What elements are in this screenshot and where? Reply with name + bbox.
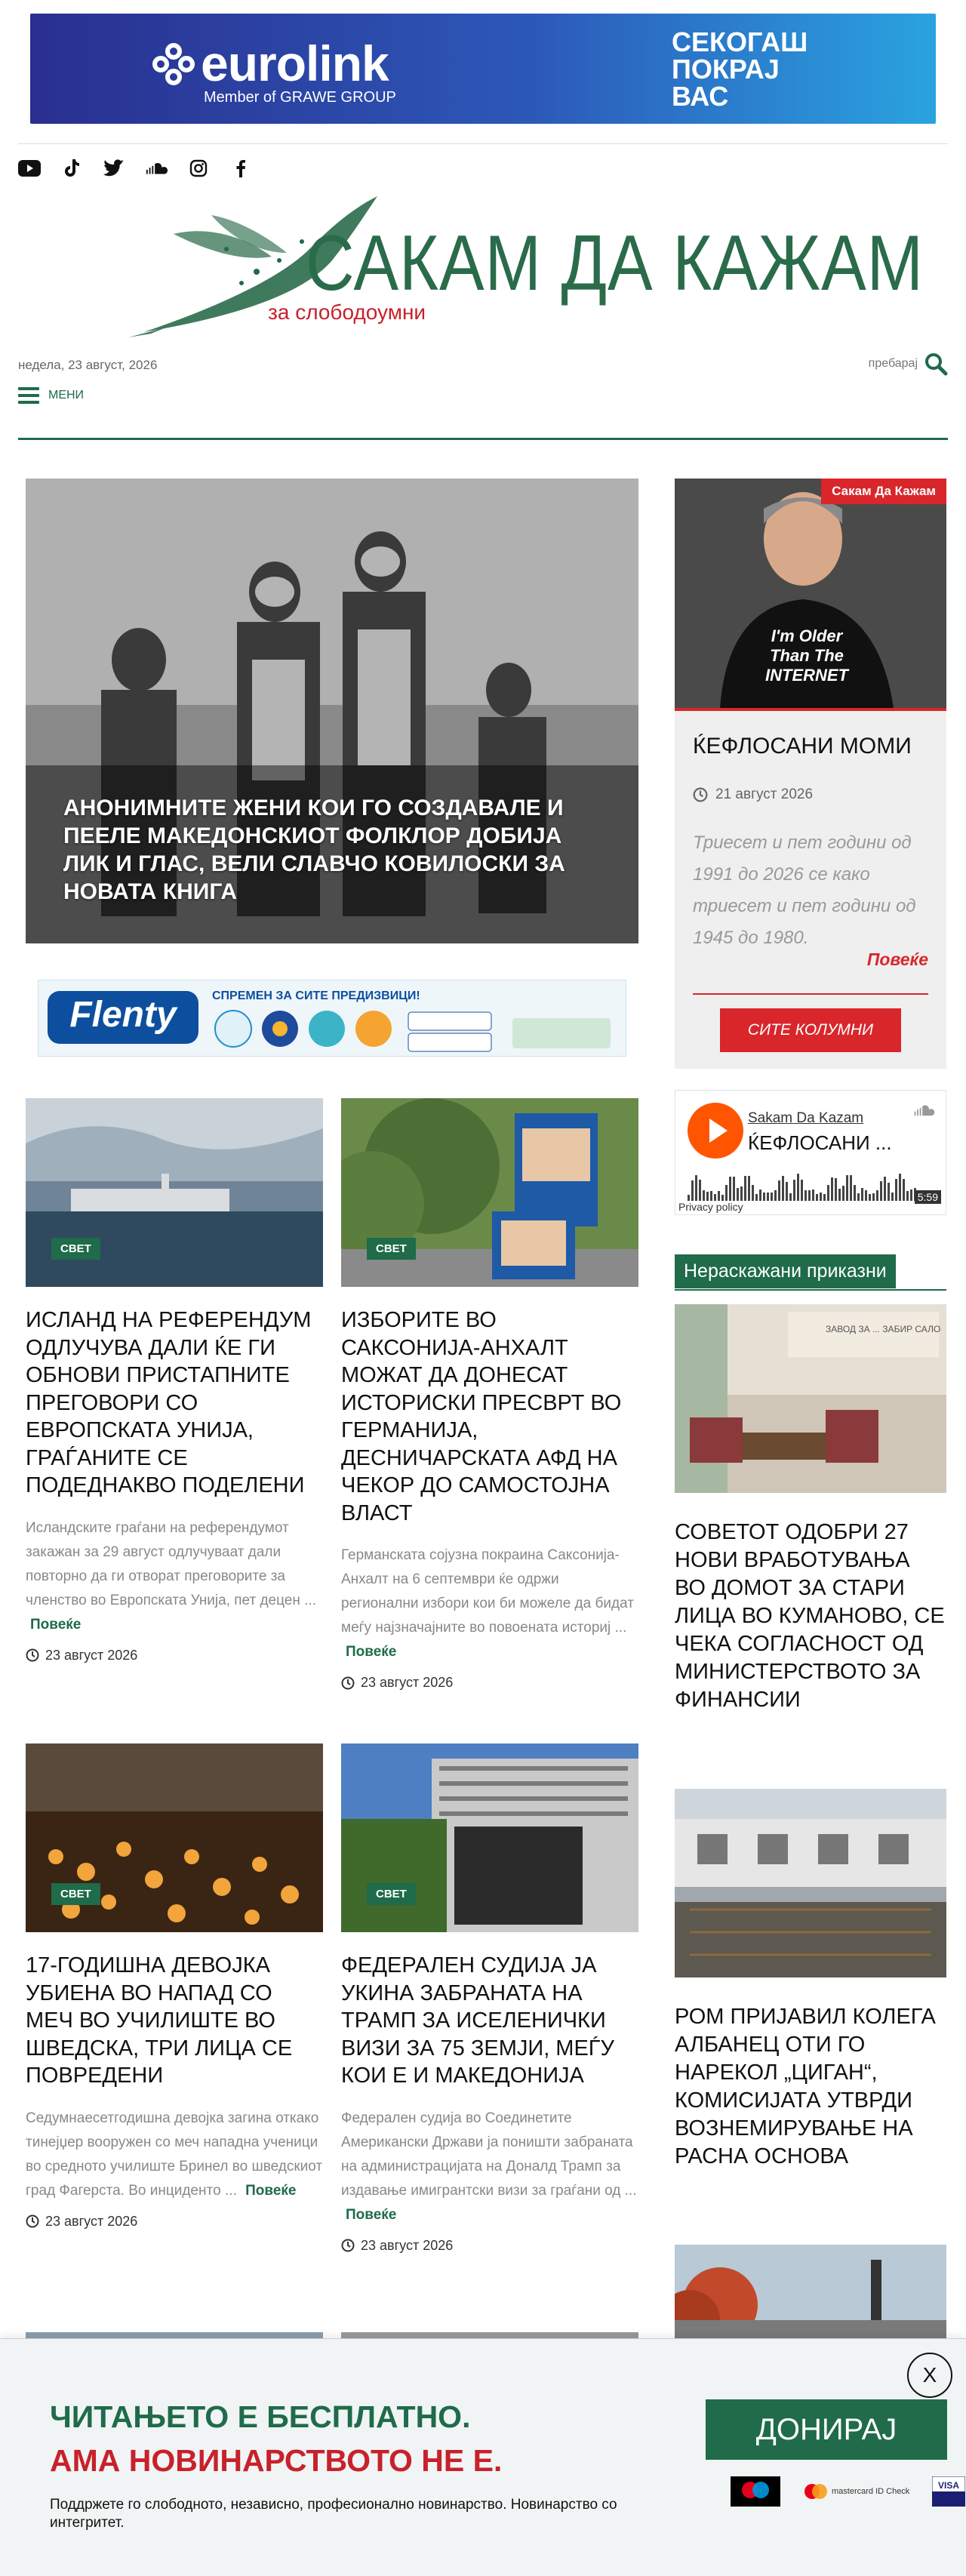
category-badge[interactable]: СВЕТ: [367, 1883, 416, 1905]
play-button[interactable]: [688, 1103, 743, 1159]
waveform-bar: [906, 1191, 909, 1201]
article-title[interactable]: 17-ГОДИШНА ДЕВОЈКА УБИЕНА ВО НАПАД СО МЕЧ ВО УЧИЛИШТЕ ВО ШВЕДСКА, ТРИ ЛИЦА СЕ ПОВРЕДЕНИ: [26, 1953, 293, 2088]
waveform-bar: [910, 1190, 912, 1201]
waveform-bar: [850, 1175, 852, 1201]
sc-artist-link[interactable]: Sakam Da Kazam: [748, 1110, 864, 1126]
article-date: 23 август 2026: [341, 1675, 638, 1691]
article-image[interactable]: [26, 1098, 323, 1287]
waveform-bar: [786, 1182, 788, 1201]
soundcloud-icon[interactable]: [912, 1104, 935, 1116]
waveform-bar: [737, 1188, 739, 1201]
waveform-bar: [721, 1195, 724, 1201]
category-badge[interactable]: СВЕТ: [51, 1238, 100, 1260]
article-card[interactable]: [26, 1098, 323, 1663]
current-date: недела, 23 август, 2026: [18, 358, 158, 372]
waveform-bar: [797, 1174, 799, 1201]
waveform-bar: [725, 1185, 728, 1201]
waveform-bar: [872, 1193, 875, 1201]
eurolink-logo: eurolink: [152, 35, 389, 92]
waveform-bar: [888, 1183, 890, 1201]
waveform-bar: [718, 1191, 720, 1201]
waveform-bar: [767, 1193, 769, 1201]
building-sign: ЗАВОД ЗА ... ЗАБИР САЛО: [826, 1324, 941, 1334]
article-title[interactable]: ИСЛАНД НА РЕФЕРЕНДУМ ОДЛУЧУВА ДАЛИ ЌЕ ГИ ОБНОВИ ПРИСТАПНИТЕ ПРЕГОВОРИ СО ЕВРОПСКАТА УНИЈА, ГРАЃАНИТЕ СЕ ПОДЕДНАКВО ПОДЕЛЕНИ: [26, 1308, 312, 1497]
donate-button[interactable]: ДОНИРАЈ: [706, 2399, 947, 2460]
waveform-bar: [744, 1176, 746, 1201]
read-more-link[interactable]: Повеќе: [866, 949, 928, 969]
mastercard-icon: mastercard ID Check: [803, 2483, 909, 2500]
tiktok-icon[interactable]: [60, 157, 83, 180]
waveform-bar: [801, 1180, 803, 1201]
sidebar-story[interactable]: [675, 1789, 946, 2171]
divider: [18, 143, 948, 144]
construction-site-photo: [675, 1789, 946, 1977]
article-image[interactable]: [341, 1098, 638, 1287]
shirt-text: I'm Older Than The INTERNET: [765, 626, 848, 685]
story-title[interactable]: РОМ ПРИЈАВИЛ КОЛЕГА АЛБАНЕЦ ОТИ ГО НАРЕКОЛ „ЦИГАН“, КОМИСИЈАТА УТВРДИ ВОЗНЕМИРУВАЊЕ НА РАСНА ОСНОВА: [675, 2005, 936, 2168]
donate-text: Поддржете го слободното, независно, професионално новинарство. Новинарство со интегритет.: [50, 2497, 617, 2531]
maestro-icon: [731, 2476, 780, 2507]
category-badge[interactable]: СВЕТ: [51, 1883, 100, 1905]
article-card[interactable]: [341, 1098, 638, 1691]
eurolink-banner-ad[interactable]: [30, 14, 936, 124]
read-more-link[interactable]: Повеќе: [245, 2182, 297, 2199]
search-icon: [924, 352, 948, 376]
menu-button[interactable]: [18, 386, 84, 405]
article-date: 23 август 2026: [26, 1648, 323, 1663]
columnist-photo[interactable]: [675, 479, 946, 708]
article-image[interactable]: [341, 1743, 638, 1932]
waveform-bar: [714, 1194, 716, 1201]
waveform-bar: [793, 1180, 795, 1201]
waveform-bar: [835, 1178, 837, 1201]
article-image[interactable]: [26, 1743, 323, 1932]
flenty-product-graphic: [211, 1003, 618, 1056]
waveform-bar: [831, 1177, 833, 1201]
waveform-bar: [789, 1193, 792, 1201]
divider: [693, 993, 928, 995]
eurolink-subtitle: Member of GRAWE GROUP: [204, 89, 396, 106]
svg-text:VISA: VISA: [938, 2480, 960, 2491]
section-title[interactable]: Нераскажани приказни: [675, 1254, 896, 1288]
waveform-bar: [740, 1186, 743, 1201]
article-title[interactable]: ИЗБОРИТЕ ВО САКСОНИЈА-АНХАЛТ МОЖАТ ДА ДОНЕСАТ ИСТОРИСКИ ПРЕСВРТ ВО ГЕРМАНИЈА, ДЕСНИЧАРСКАТА АФД НА ЧЕКОР ДО САМОСТОЈНА ВЛАСТ: [341, 1308, 622, 1525]
waveform-bar: [823, 1194, 826, 1201]
clock-icon: [341, 1676, 355, 1690]
read-more-link[interactable]: Повеќе: [346, 2206, 397, 2223]
story-title[interactable]: СОВЕТОТ ОДОБРИ 27 НОВИ ВРАБОТУВАЊА ВО ДОМОТ ЗА СТАРИ ЛИЦА ВО КУМАНОВО, СЕ ЧЕКА СОГЛАСНОСТ ОД МИНИСТЕРСТВОТО ЗА ФИНАНСИИ: [675, 1520, 945, 1712]
columnist-divider: [675, 708, 946, 711]
story-image[interactable]: [675, 1789, 946, 1977]
sc-duration: 5:59: [915, 1190, 941, 1204]
waveform-bar: [691, 1180, 694, 1201]
section-heading: [675, 1254, 946, 1291]
article-title[interactable]: ФЕДЕРАЛЕН СУДИЈА ЈА УКИНА ЗАБРАНАТА НА ТРАМП ЗА ИСЕЛЕНИЧКИ ВИЗИ ЗА 75 ЗЕМЈИ, МЕЃУ КОИ Е И МАКЕДОНИЈА: [341, 1953, 614, 2088]
city-harbor-photo: [675, 2245, 946, 2338]
all-columns-button[interactable]: СИТЕ КОЛУМНИ: [720, 1008, 901, 1052]
waveform-bar: [827, 1185, 829, 1201]
column-date: 21 август 2026: [693, 786, 813, 803]
hero-article[interactable]: [26, 479, 638, 943]
waveform-bar: [782, 1176, 784, 1201]
waveform-bar: [729, 1177, 731, 1201]
waveform-bar: [838, 1189, 841, 1201]
waveform-bar: [752, 1185, 754, 1201]
waveform-bar: [755, 1194, 758, 1201]
hamburger-icon: [18, 386, 39, 405]
column-title[interactable]: ЌЕФЛОСАНИ МОМИ: [693, 734, 912, 759]
column-excerpt: Триесет и пет години од 1991 до 2026 се како триесет и пет години од 1945 до 1980.: [693, 833, 916, 948]
waveform-bar: [884, 1177, 886, 1201]
waveform-bar: [774, 1190, 777, 1201]
waveform-bar: [816, 1194, 818, 1201]
soundcloud-player: [675, 1090, 946, 1215]
waveform-bar: [876, 1190, 878, 1201]
youtube-icon[interactable]: [18, 157, 41, 180]
waveform-bar: [861, 1188, 863, 1201]
article-excerpt: Федерален судија во Соединетите Американски Држави ја поништи забраната на администрацијата на Доналд Трамп за издавање имигрантски визи за граѓани од ... Повеќе: [341, 2110, 637, 2223]
clock-icon: [693, 787, 708, 802]
columnist-tag[interactable]: Сакам Да Кажам: [821, 479, 946, 504]
site-tagline: за слободоумни: [268, 300, 426, 324]
article-excerpt: Седумнаесетгодишна девојка загина откако тинејџер вооружен со меч нападна ученици во средното училиште Бринел во шведскиот град Фагерста. Во инцидентo ... Повеќе: [26, 2110, 323, 2199]
waveform-bar: [812, 1190, 814, 1201]
waveform-bar: [895, 1179, 897, 1201]
waveform-bar: [710, 1191, 712, 1201]
instagram-icon[interactable]: [187, 157, 210, 180]
waveform-bar: [804, 1190, 807, 1201]
article-date: 23 август 2026: [26, 2214, 323, 2230]
facebook-icon[interactable]: [229, 157, 252, 180]
waveform-bar: [846, 1175, 848, 1201]
article-date: 23 август 2026: [341, 2238, 638, 2254]
read-more-link[interactable]: Повеќе: [346, 1644, 397, 1660]
clock-icon: [26, 2214, 39, 2228]
category-badge[interactable]: СВЕТ: [367, 1238, 416, 1260]
site-title[interactable]: САКАМ ДА КАЖАМ: [306, 220, 924, 307]
waveform-bar: [854, 1185, 856, 1201]
waveform-bar: [891, 1193, 894, 1201]
flenty-ad[interactable]: [38, 980, 626, 1057]
payment-methods: [731, 2476, 965, 2507]
story-image[interactable]: [675, 1304, 946, 1493]
flenty-logo: Flenty: [48, 991, 198, 1044]
close-button[interactable]: X: [907, 2353, 952, 2398]
waveform-bar: [903, 1179, 905, 1201]
sc-privacy-link[interactable]: Privacy policy: [678, 1201, 743, 1213]
clock-icon: [26, 1648, 39, 1662]
article-card[interactable]: [26, 1743, 323, 2230]
sc-track-title[interactable]: ЌЕФЛОСАНИ ...: [748, 1131, 892, 1154]
waveform-bar: [808, 1190, 811, 1201]
search-button[interactable]: [869, 352, 948, 376]
waveform-bar: [763, 1193, 765, 1201]
soundcloud-icon[interactable]: [145, 157, 168, 180]
menu-label: МЕНИ: [48, 389, 85, 402]
donate-subheadline: АМА НОВИНАРСТВОТО НЕ Е.: [50, 2443, 503, 2478]
waveform-bar: [820, 1193, 822, 1201]
waveform-bar: [706, 1192, 709, 1201]
waveform-bar: [699, 1180, 701, 1201]
waveform-bar: [842, 1186, 844, 1201]
read-more-link[interactable]: Повеќе: [30, 1616, 82, 1633]
eurolink-flower-icon: [152, 43, 195, 85]
waveform-bar: [880, 1181, 882, 1201]
story-image[interactable]: [675, 2245, 946, 2338]
waveform-bar: [865, 1190, 867, 1201]
columnist-widget: [675, 479, 946, 1069]
article-excerpt: Исландските граѓани на референдумот закажан за 29 август одлучуваат дали повторно да ги отворат преговорите за членство во Европската Унија, пет децен ... Повеќе: [26, 1519, 316, 1633]
search-label: пребарај: [868, 357, 918, 370]
social-links: [18, 157, 252, 180]
donate-bar: [0, 2338, 966, 2576]
waveform-bar: [869, 1194, 871, 1201]
visa-secure-icon: [932, 2476, 965, 2507]
clock-icon: [341, 2239, 355, 2252]
donate-headline: ЧИТАЊЕТО Е БЕСПЛАТНО.: [50, 2399, 471, 2434]
twitter-icon[interactable]: [103, 157, 125, 180]
article-excerpt: Германската сојузна покраина Саксонија-Анхалт на 6 септември ќе одржи регионални избори кои би можеле да бидат меѓу најзначајните во повоената историј ... Повеќе: [341, 1547, 634, 1660]
hero-title[interactable]: АНОНИМНИТЕ ЖЕНИ КОИ ГО СОЗДАВАЛЕ И ПЕЕЛЕ МАКЕДОНСКИОТ ФОЛКЛОР ДОБИЈА ЛИК И ГЛАС, ВЕЛИ СЛАВЧО КОВИЛОСКИ ЗА НОВАТА КНИГА: [63, 796, 565, 904]
flenty-slogan: СПРЕМЕН ЗА СИТЕ ПРЕДИЗВИЦИ!: [212, 989, 420, 1002]
waveform-bar: [857, 1193, 860, 1201]
waveform-bar: [695, 1175, 697, 1201]
sc-waveform[interactable]: [688, 1169, 934, 1201]
header-divider: [18, 438, 948, 440]
waveform-bar: [688, 1195, 690, 1201]
waveform-bar: [748, 1176, 750, 1201]
waveform-bar: [759, 1190, 761, 1201]
waveform-bar: [771, 1193, 773, 1201]
sidebar-story[interactable]: [675, 1304, 946, 1714]
waveform-bar: [778, 1180, 780, 1201]
waveform-bar: [703, 1190, 705, 1201]
waveform-bar: [733, 1177, 735, 1201]
article-card[interactable]: [341, 1743, 638, 2254]
waveform-bar: [899, 1174, 901, 1201]
banner-slogan: СЕКОГАШ ПОКРАЈ ВАС: [672, 26, 808, 112]
